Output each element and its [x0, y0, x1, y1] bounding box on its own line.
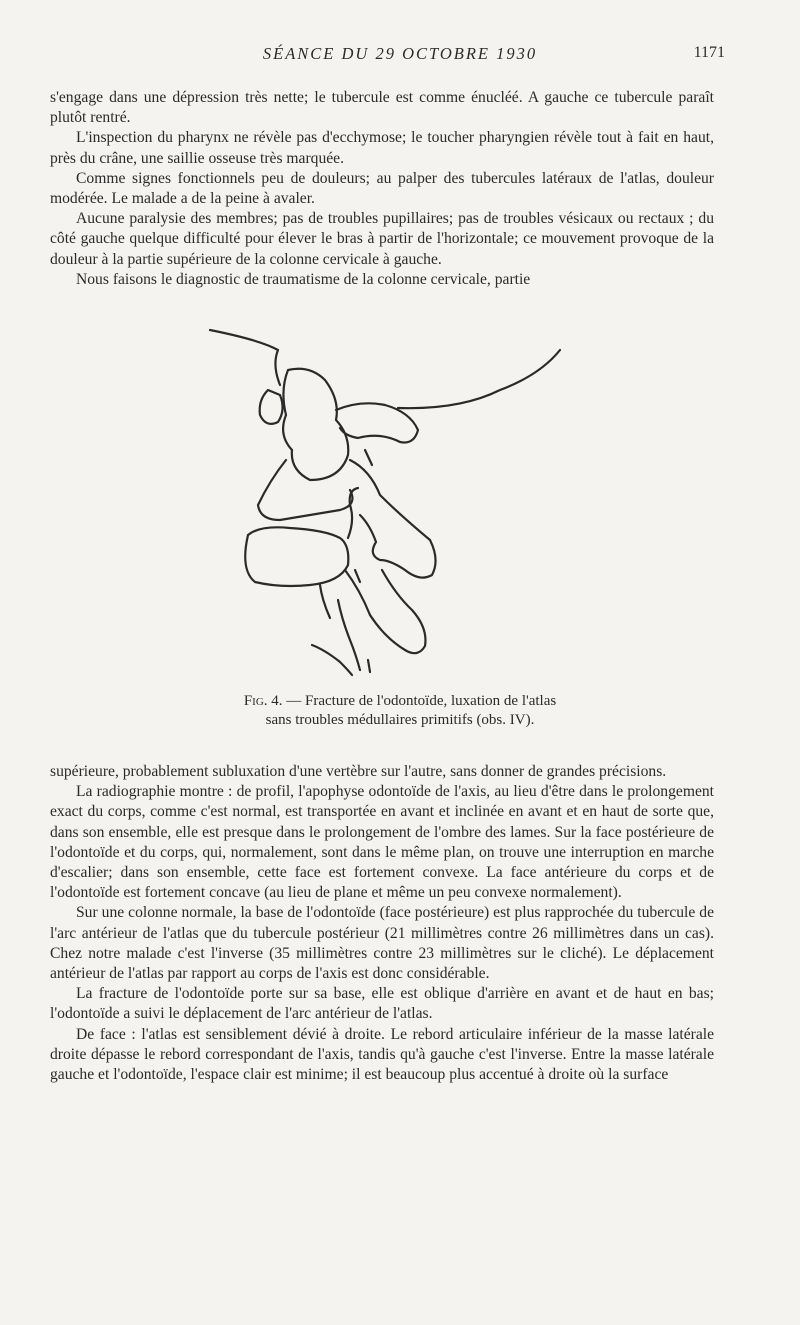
paragraph: La radiographie montre : de profil, l'apophyse odontoïde de l'axis, au lieu d'être dans le prolongement exact du corps, comme c'est normal, est transportée en avant et inclinée en avant et en haut de sorte que, dans son ensemble, elle est presque dans le prolongement de l'ombre des lames. Sur la face postérieure de l'odontoïde et du corps, qui, normalement, sont dans le même plan, on trouve une interruption en marche d'escalier; dans son ensemble, cette face est fortement convexe. La face antérieure du corps et de l'odontoïde est fortement concave (au lieu de plane et même un peu convexe normalement). [50, 783, 714, 902]
figure-cervical-spine [200, 320, 580, 680]
paragraph: La fracture de l'odontoïde porte sur sa base, elle est oblique d'arrière en avant et de haut en bas; l'odontoïde a suivi le déplacement de l'arc antérieur de l'atlas. [50, 985, 714, 1023]
running-title: SÉANCE DU 29 OCTOBRE 1930 [262, 44, 538, 63]
caption-line-2: sans troubles médullaires primitifs (obs. IV). [265, 712, 535, 728]
figure-label: Fig. 4. [243, 693, 283, 709]
paragraph: De face : l'atlas est sensiblement dévié à droite. Le rebord articulaire inférieur de la masse latérale droite dépasse le rebord correspondant de l'axis, tandis qu'à gauche c'est l'inverse. Entre la masse latérale gauche et l'odontoïde, l'espace clair est minime; il est beaucoup plus accentué à droite où la surface [50, 1025, 714, 1084]
paragraph: L'inspection du pharynx ne révèle pas d'ecchymose; le toucher pharyngien révèle tout à fait en haut, près du crâne, une saillie osseuse très marquée. [50, 129, 714, 167]
paragraph: s'engage dans une dépression très nette; le tubercule est comme énucléé. A gauche ce tubercule paraît plutôt rentré. [50, 89, 714, 127]
text-block-bottom [50, 762, 714, 1085]
figure-caption [0, 692, 800, 730]
paragraph: Aucune paralysie des membres; pas de troubles pupillaires; pas de troubles vésicaux ou rectaux ; du côté gauche quelque difficulté pour élever le bras à partir de l'horizontale; ce mouvement provoque de la douleur à la partie supérieure de la colonne cervicale à gauche. [50, 210, 714, 268]
paragraph: Sur une colonne normale, la base de l'odontoïde (face postérieure) est plus rapprochée du tubercule de l'arc antérieur de l'atlas que du tubercule postérieur (21 millimètres contre 26 millimètres dans un cas). Chez notre malade c'est l'inverse (35 millimètres contre 23 millimètres sur le cliché). Le déplacement antérieur de l'atlas par rapport au corps de l'axis est donc considérable. [50, 904, 714, 983]
cervical-spine-drawing-icon [200, 320, 580, 680]
page-number: 1171 [693, 44, 725, 61]
caption-text-1: — Fracture de l'odontoïde, luxation de l'atlas [286, 693, 557, 709]
paragraph: Nous faisons le diagnostic de traumatisme de la colonne cervicale, partie [76, 270, 531, 288]
caption-line-1 [0, 692, 800, 711]
text-block-top [50, 88, 714, 290]
paragraph: Comme signes fonctionnels peu de douleurs; au palper des tubercules latéraux de l'atlas, douleur modérée. Le malade a de la peine à avaler. [50, 169, 714, 208]
paragraph: supérieure, probablement subluxation d'une vertèbre sur l'autre, sans donner de grandes précisions. [50, 763, 667, 780]
page-header [0, 44, 800, 68]
